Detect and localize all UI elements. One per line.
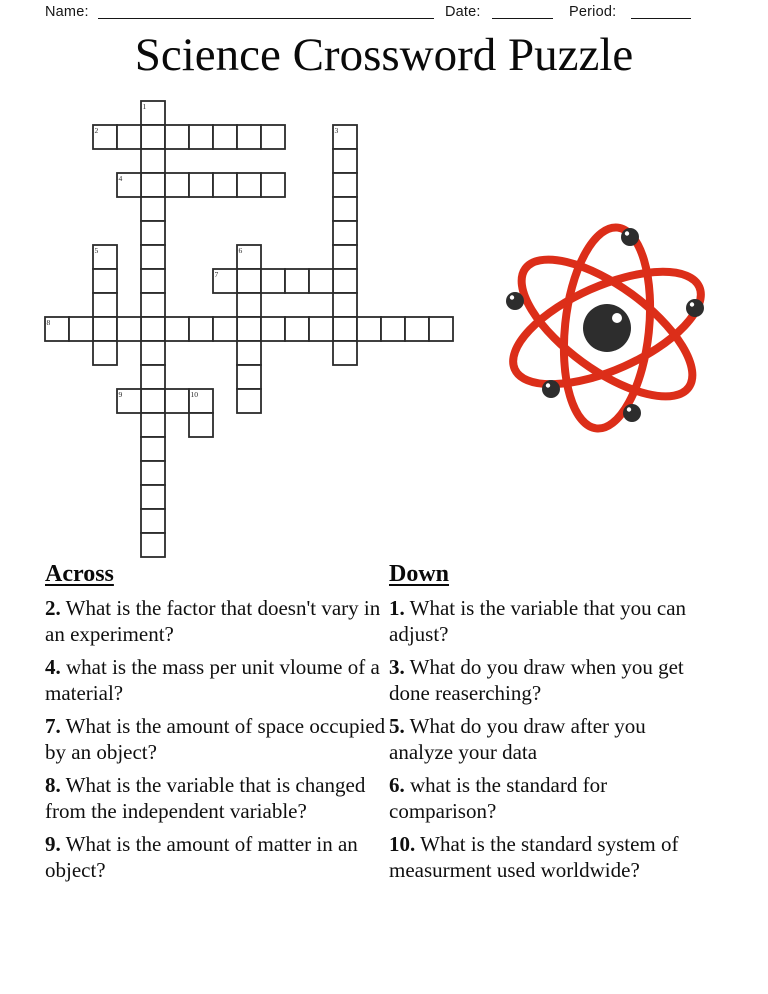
clue-number: 10. [389,832,416,856]
clue-text: What is the amount of space occupied by an object? [45,714,386,764]
grid-cell[interactable] [141,197,165,221]
grid-cell[interactable] [69,317,93,341]
grid-cell[interactable] [285,317,309,341]
grid-cell[interactable] [213,317,237,341]
period-blank-line[interactable] [631,2,691,19]
crossword-grid[interactable] [43,99,455,559]
clue-number: 7. [45,714,61,738]
across-clues-section [45,561,387,890]
grid-cell[interactable] [93,293,117,317]
grid-cell[interactable] [93,341,117,365]
name-blank-line[interactable] [98,2,434,19]
clue-number: 9. [45,832,61,856]
grid-cell[interactable] [165,389,189,413]
clue-text: What is the variable that you can adjust? [389,596,687,646]
clue-number: 1. [389,596,405,620]
electron-highlight [690,302,694,306]
clue-number: 6. [389,773,405,797]
clue-text: what is the standard for comparison? [389,773,608,823]
clue-item [389,713,691,765]
date-label: Date: [445,4,481,20]
grid-cell[interactable] [333,341,357,365]
period-label: Period: [569,4,617,20]
down-clue-list [389,595,691,883]
clue-text: What is the standard system of measurment used worldwide? [389,832,679,882]
grid-cell[interactable] [141,221,165,245]
grid-cell[interactable] [261,317,285,341]
grid-cell[interactable] [333,197,357,221]
clue-number: 5. [389,714,405,738]
grid-cell[interactable] [141,293,165,317]
grid-cell[interactable] [141,341,165,365]
grid-cell[interactable] [141,365,165,389]
grid-cell-number: 8 [46,318,51,328]
grid-cell[interactable] [429,317,453,341]
grid-cell[interactable] [141,173,165,197]
grid-cell[interactable] [237,389,261,413]
grid-cell[interactable] [93,269,117,293]
grid-cell[interactable] [165,173,189,197]
grid-cell[interactable] [141,149,165,173]
grid-cell[interactable] [309,269,333,293]
clue-number: 8. [45,773,61,797]
across-clue-list [45,595,387,883]
grid-cell[interactable] [189,317,213,341]
grid-cell-number: 7 [214,270,219,280]
grid-cell[interactable] [237,269,261,293]
clue-text: What is the factor that doesn't vary in an experiment? [45,596,381,646]
grid-cell[interactable] [285,269,309,293]
page-title: Science Crossword Puzzle [134,29,634,81]
name-label: Name: [45,4,89,20]
grid-cell-number: 4 [118,174,123,184]
grid-cell[interactable] [141,125,165,149]
grid-cell[interactable] [261,173,285,197]
grid-cell[interactable] [141,389,165,413]
atom-electron [623,404,641,422]
grid-cell[interactable] [213,173,237,197]
grid-cell[interactable] [141,245,165,269]
clue-item [389,831,691,883]
grid-cell[interactable] [237,173,261,197]
grid-cell[interactable] [237,341,261,365]
grid-cell[interactable] [189,173,213,197]
grid-cell[interactable] [165,125,189,149]
atom-electron [506,292,524,310]
grid-cell[interactable] [141,269,165,293]
atom-illustration [502,223,712,433]
grid-cell[interactable] [237,125,261,149]
clue-item [45,831,387,883]
grid-cell[interactable] [93,317,117,341]
grid-cell[interactable] [141,437,165,461]
grid-cell[interactable] [237,293,261,317]
atom-electron [542,380,560,398]
grid-cell[interactable] [333,173,357,197]
atom-nucleus [583,304,631,352]
grid-cell[interactable] [237,317,261,341]
grid-cell[interactable] [333,293,357,317]
clue-item [389,595,691,647]
clue-item [45,772,387,824]
clue-number: 4. [45,655,61,679]
grid-cell[interactable] [141,509,165,533]
clue-item [389,772,691,824]
grid-cell-number: 3 [334,126,339,136]
electron-highlight [510,295,514,299]
grid-cell-number: 1 [142,102,147,112]
grid-cell[interactable] [309,317,333,341]
grid-cell-number: 2 [94,126,99,136]
grid-cell[interactable] [141,317,165,341]
clue-number: 3. [389,655,405,679]
atom-electron [686,299,704,317]
grid-cell[interactable] [117,125,141,149]
clue-item [45,654,387,706]
grid-cell[interactable] [189,413,213,437]
down-clues-section [389,561,691,890]
grid-cell[interactable] [141,461,165,485]
grid-cell[interactable] [405,317,429,341]
clue-text: What is the amount of matter in an object? [45,832,358,882]
grid-cell[interactable] [261,125,285,149]
grid-cell[interactable] [381,317,405,341]
grid-cell[interactable] [141,485,165,509]
grid-cell[interactable] [141,533,165,557]
grid-cell[interactable] [189,125,213,149]
clue-number: 2. [45,596,61,620]
grid-cell[interactable] [333,269,357,293]
grid-cell[interactable] [333,221,357,245]
grid-cell[interactable] [237,365,261,389]
grid-cell-number: 5 [94,246,99,256]
clue-item [389,654,691,706]
clue-text: What is the variable that is changed from the independent variable? [45,773,366,823]
down-heading: Down [389,561,450,587]
across-heading: Across [45,561,114,587]
clue-text: What do you draw when you get done reaserching? [389,655,684,705]
clue-item [45,595,387,647]
grid-cell[interactable] [333,245,357,269]
grid-cell[interactable] [165,317,189,341]
nucleus-highlight [612,313,622,323]
electron-highlight [627,407,631,411]
grid-cell[interactable] [357,317,381,341]
grid-cell[interactable] [333,149,357,173]
clue-item [45,713,387,765]
grid-cell[interactable] [333,317,357,341]
grid-cell[interactable] [213,125,237,149]
grid-cell-number: 6 [238,246,243,256]
electron-highlight [625,231,629,235]
clue-text: what is the mass per unit vloume of a material? [45,655,380,705]
grid-cell[interactable] [141,413,165,437]
grid-cell-number: 10 [190,390,199,400]
grid-cell-number: 9 [118,390,123,400]
electron-highlight [546,383,550,387]
grid-cell[interactable] [261,269,285,293]
clue-text: What do you draw after you analyze your data [389,714,646,764]
atom-electron [621,228,639,246]
date-blank-line[interactable] [492,2,553,19]
grid-cell[interactable] [117,317,141,341]
